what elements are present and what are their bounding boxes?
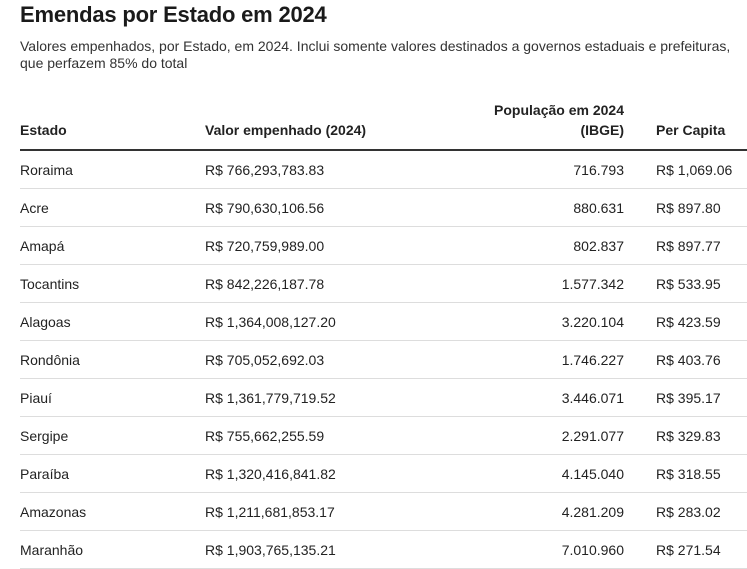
cell-valor: R$ 790,630,106.56 [205,189,390,227]
data-table [20,100,747,569]
table-row [20,455,747,493]
cell-per-capita: R$ 533.95 [624,265,747,303]
table-row [20,531,747,569]
page-subtitle [20,38,740,72]
cell-populacao: 880.631 [390,189,624,227]
column-header-populacao-line-2: (IBGE) [580,122,624,138]
cell-populacao: 1.746.227 [390,341,624,379]
table-row [20,341,747,379]
cell-per-capita: R$ 395.17 [624,379,747,417]
cell-estado: Amazonas [20,493,205,531]
cell-estado: Tocantins [20,265,205,303]
cell-per-capita: R$ 897.77 [624,227,747,265]
cell-per-capita: R$ 318.55 [624,455,747,493]
column-header-valor[interactable]: Valor empenhado (2024) [205,100,390,150]
cell-per-capita: R$ 423.59 [624,303,747,341]
cell-valor: R$ 1,364,008,127.20 [205,303,390,341]
cell-per-capita: R$ 283.02 [624,493,747,531]
cell-estado: Piauí [20,379,205,417]
cell-estado: Roraima [20,150,205,189]
cell-per-capita: R$ 403.76 [624,341,747,379]
table-row [20,189,747,227]
cell-estado: Maranhão [20,531,205,569]
column-header-populacao[interactable] [390,100,624,150]
table-row [20,265,747,303]
cell-estado: Alagoas [20,303,205,341]
cell-populacao: 2.291.077 [390,417,624,455]
cell-valor: R$ 705,052,692.03 [205,341,390,379]
table-row [20,379,747,417]
cell-populacao: 3.446.071 [390,379,624,417]
cell-per-capita: R$ 329.83 [624,417,747,455]
cell-per-capita: R$ 271.54 [624,531,747,569]
column-header-populacao-line-1: População em 2024 [494,102,624,118]
cell-populacao: 4.281.209 [390,493,624,531]
cell-valor: R$ 755,662,255.59 [205,417,390,455]
column-header-estado[interactable]: Estado [20,100,205,150]
table-body [20,150,747,569]
cell-populacao: 802.837 [390,227,624,265]
subtitle-line-2: que perfazem 85% do total [20,55,188,71]
cell-populacao: 716.793 [390,150,624,189]
table-row [20,227,747,265]
cell-valor: R$ 766,293,783.83 [205,150,390,189]
page-title: Emendas por Estado em 2024 [20,2,327,27]
cell-per-capita: R$ 1,069.06 [624,150,747,189]
table-header-row [20,100,747,150]
cell-valor: R$ 1,320,416,841.82 [205,455,390,493]
cell-valor: R$ 1,903,765,135.21 [205,531,390,569]
cell-valor: R$ 720,759,989.00 [205,227,390,265]
cell-populacao: 4.145.040 [390,455,624,493]
table-row [20,417,747,455]
cell-populacao: 3.220.104 [390,303,624,341]
cell-per-capita: R$ 897.80 [624,189,747,227]
table-row [20,493,747,531]
cell-populacao: 7.010.960 [390,531,624,569]
cell-estado: Amapá [20,227,205,265]
cell-estado: Rondônia [20,341,205,379]
table-row [20,150,747,189]
cell-valor: R$ 842,226,187.78 [205,265,390,303]
subtitle-line-1: Valores empenhados, por Estado, em 2024. Inclui somente valores destinados a governos estaduais e prefeituras, [20,38,731,54]
cell-valor: R$ 1,361,779,719.52 [205,379,390,417]
cell-valor: R$ 1,211,681,853.17 [205,493,390,531]
cell-estado: Sergipe [20,417,205,455]
cell-estado: Acre [20,189,205,227]
cell-estado: Paraíba [20,455,205,493]
cell-populacao: 1.577.342 [390,265,624,303]
column-header-per-capita[interactable]: Per Capita [624,100,747,150]
table-row [20,303,747,341]
